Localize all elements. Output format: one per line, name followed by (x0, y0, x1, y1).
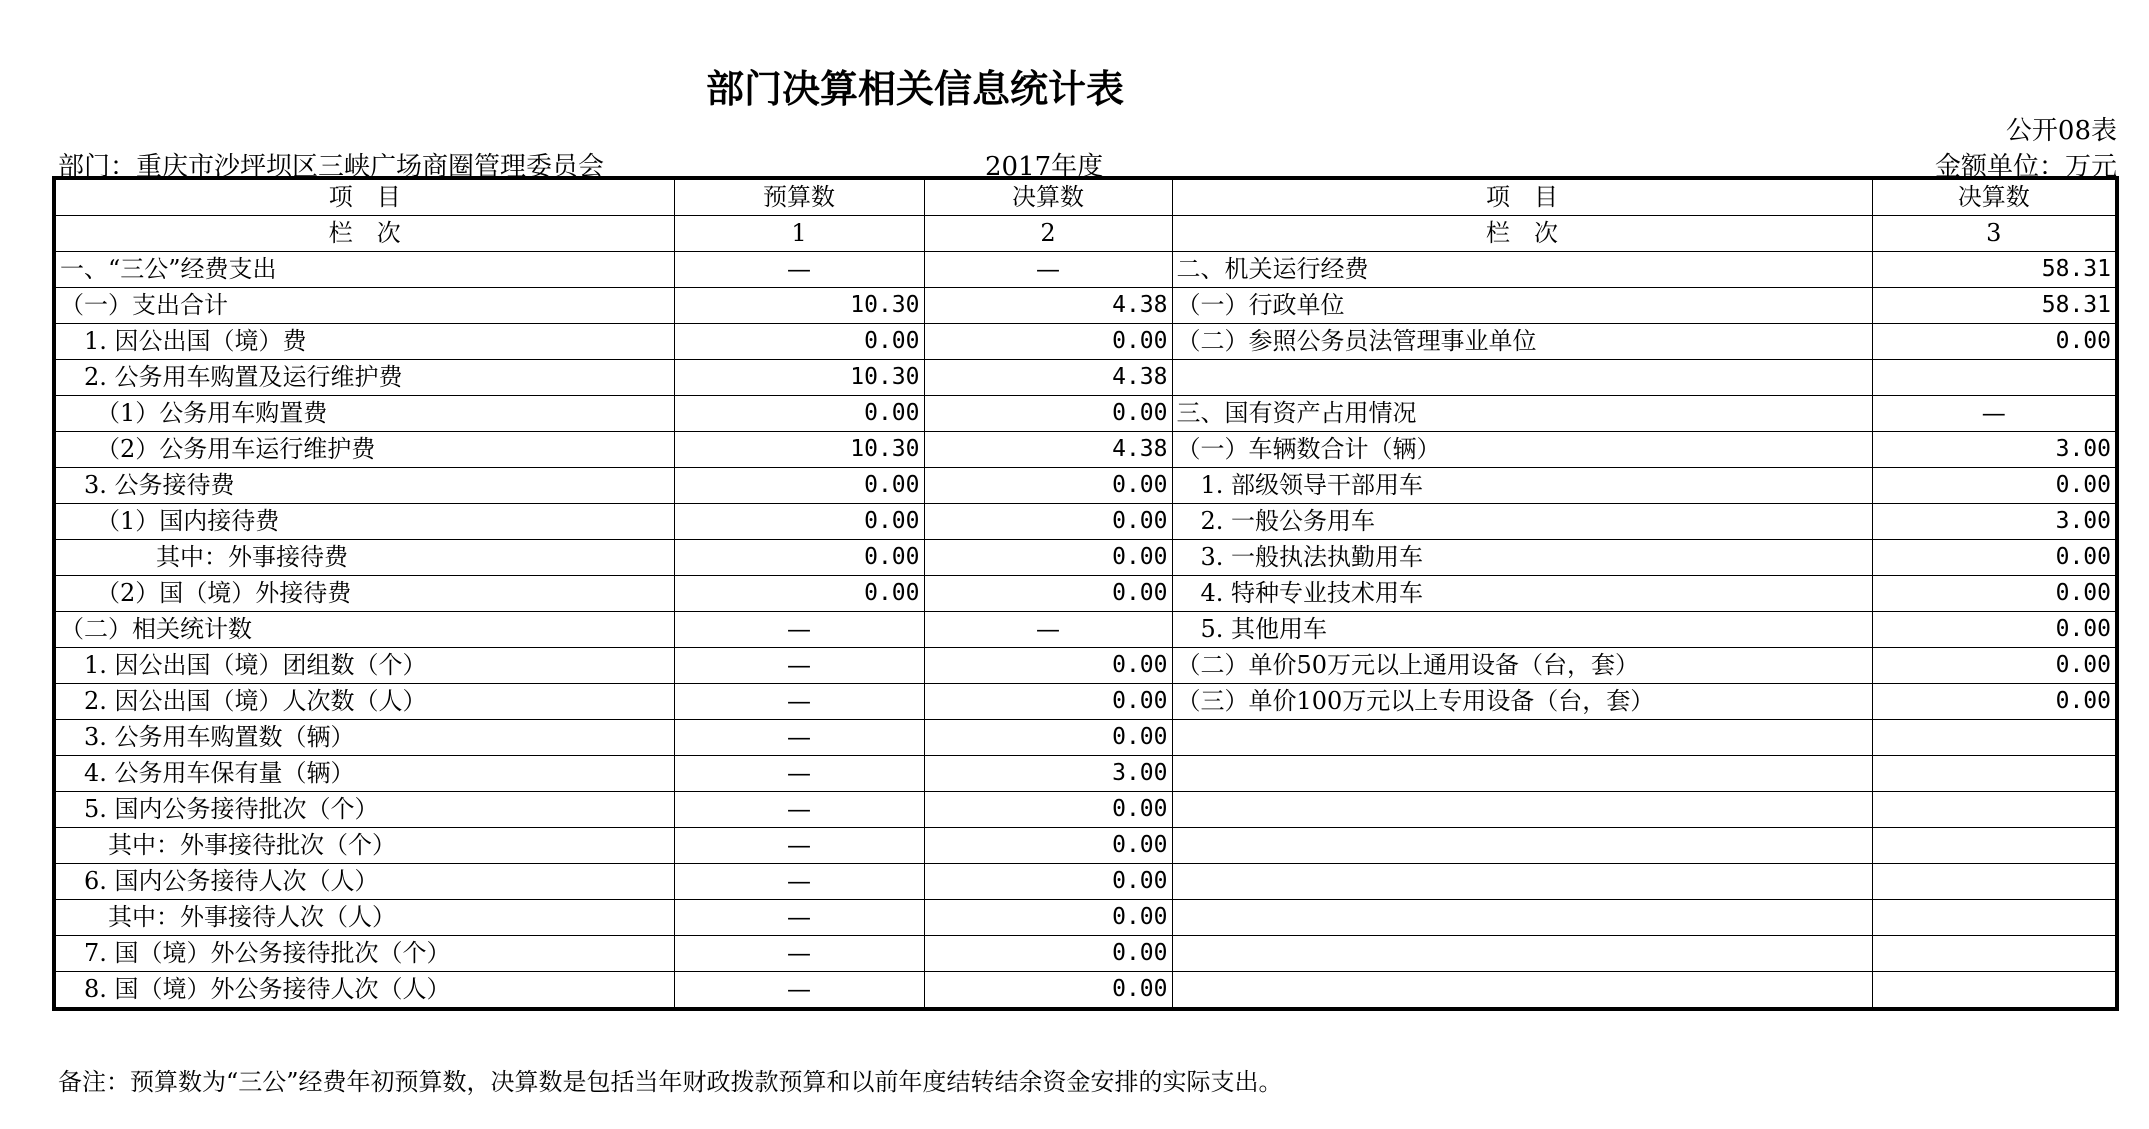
row-budget: — (674, 252, 924, 288)
row-final: 0.00 (924, 864, 1172, 900)
row-final: — (924, 252, 1172, 288)
row-final-right: 0.00 (1872, 648, 2117, 684)
table-row (54, 288, 2117, 324)
row-item: 6. 国内公务接待人次（人） (54, 864, 674, 900)
table-row (54, 324, 2117, 360)
row-item: （2）公务用车运行维护费 (54, 432, 674, 468)
table-row (54, 828, 2117, 864)
row-item-right: （一）车辆数合计（辆） (1172, 432, 1872, 468)
row-item-right: 三、国有资产占用情况 (1172, 396, 1872, 432)
row-final: 4.38 (924, 360, 1172, 396)
row-budget: — (674, 936, 924, 972)
table-row (54, 360, 2117, 396)
row-final: 0.00 (924, 396, 1172, 432)
table-row (54, 612, 2117, 648)
row-budget: 10.30 (674, 432, 924, 468)
row-final-right (1872, 900, 2117, 936)
col-index-label-right: 栏 次 (1172, 216, 1872, 252)
row-budget: — (674, 684, 924, 720)
row-final: 0.00 (924, 504, 1172, 540)
row-budget: — (674, 720, 924, 756)
row-item: 3. 公务用车购置数（辆） (54, 720, 674, 756)
row-item: 3. 公务接待费 (54, 468, 674, 504)
table-row (54, 684, 2117, 720)
row-final-right (1872, 720, 2117, 756)
row-final: 4.38 (924, 432, 1172, 468)
row-final-right (1872, 828, 2117, 864)
row-final: 4.38 (924, 288, 1172, 324)
row-final: 0.00 (924, 828, 1172, 864)
row-final: — (924, 612, 1172, 648)
row-item-right (1172, 936, 1872, 972)
row-final: 0.00 (924, 792, 1172, 828)
row-item: 4. 公务用车保有量（辆） (54, 756, 674, 792)
row-item-right: 2. 一般公务用车 (1172, 504, 1872, 540)
row-budget: — (674, 828, 924, 864)
table-row (54, 720, 2117, 756)
row-budget: — (674, 900, 924, 936)
row-item: 7. 国（境）外公务接待批次（个） (54, 936, 674, 972)
row-budget: — (674, 612, 924, 648)
row-final-right: 58.31 (1872, 288, 2117, 324)
table-row (54, 252, 2117, 288)
row-item-right (1172, 360, 1872, 396)
row-final: 0.00 (924, 576, 1172, 612)
row-item-right (1172, 864, 1872, 900)
table-row (54, 504, 2117, 540)
row-budget: 0.00 (674, 504, 924, 540)
table-row (54, 432, 2117, 468)
table-row (54, 396, 2117, 432)
row-final-right: 0.00 (1872, 612, 2117, 648)
row-budget: 0.00 (674, 540, 924, 576)
row-final-right (1872, 936, 2117, 972)
row-final: 0.00 (924, 468, 1172, 504)
table-row (54, 936, 2117, 972)
row-final-right: 3.00 (1872, 432, 2117, 468)
row-item-right: 3. 一般执法执勤用车 (1172, 540, 1872, 576)
row-item-right (1172, 900, 1872, 936)
row-budget: 0.00 (674, 576, 924, 612)
row-item: 一、“三公”经费支出 (54, 252, 674, 288)
row-budget: — (674, 972, 924, 1010)
header-item-right: 项 目 (1172, 178, 1872, 216)
row-final-right: 58.31 (1872, 252, 2117, 288)
row-item-right: （一）行政单位 (1172, 288, 1872, 324)
row-item-right: （二）单价50万元以上通用设备（台，套） (1172, 648, 1872, 684)
row-final-right: 3.00 (1872, 504, 2117, 540)
row-item-right: （二）参照公务员法管理事业单位 (1172, 324, 1872, 360)
fiscal-year: 2017年度 (985, 152, 1104, 182)
row-item-right: 1. 部级领导干部用车 (1172, 468, 1872, 504)
row-item: 其中：外事接待批次（个） (54, 828, 674, 864)
row-budget: 0.00 (674, 396, 924, 432)
row-final: 0.00 (924, 936, 1172, 972)
header-final: 决算数 (924, 178, 1172, 216)
form-number: 公开08表 (2005, 116, 2117, 146)
row-item-right: （三）单价100万元以上专用设备（台，套） (1172, 684, 1872, 720)
row-item-right (1172, 756, 1872, 792)
department-label: 部门：重庆市沙坪坝区三峡广场商圈管理委员会 (58, 152, 605, 182)
row-final-right: 0.00 (1872, 540, 2117, 576)
col-index-label: 栏 次 (54, 216, 674, 252)
row-item: （1）公务用车购置费 (54, 396, 674, 432)
row-item-right: 二、机关运行经费 (1172, 252, 1872, 288)
table-row (54, 468, 2117, 504)
row-final: 0.00 (924, 720, 1172, 756)
row-item: 其中：外事接待费 (54, 540, 674, 576)
table-header-row (54, 178, 2117, 216)
row-item: 1. 因公出国（境）团组数（个） (54, 648, 674, 684)
row-budget: — (674, 792, 924, 828)
row-final-right: 0.00 (1872, 324, 2117, 360)
col-index-2: 2 (924, 216, 1172, 252)
row-item: 2. 因公出国（境）人次数（人） (54, 684, 674, 720)
col-index-3: 3 (1872, 216, 2117, 252)
header-item: 项 目 (54, 178, 674, 216)
row-item: （二）相关统计数 (54, 612, 674, 648)
row-budget: 10.30 (674, 360, 924, 396)
row-final: 0.00 (924, 324, 1172, 360)
row-item-right: 5. 其他用车 (1172, 612, 1872, 648)
row-final: 0.00 (924, 648, 1172, 684)
statistics-table (52, 176, 2119, 1011)
row-budget: 0.00 (674, 468, 924, 504)
row-final-right (1872, 756, 2117, 792)
statistics-table-body (54, 178, 2117, 1009)
row-final: 3.00 (924, 756, 1172, 792)
row-item: （1）国内接待费 (54, 504, 674, 540)
row-item: 8. 国（境）外公务接待人次（人） (54, 972, 674, 1010)
header-final-right: 决算数 (1872, 178, 2117, 216)
row-item-right (1172, 828, 1872, 864)
row-final-right: — (1872, 396, 2117, 432)
row-item: 其中：外事接待人次（人） (54, 900, 674, 936)
row-final-right: 0.00 (1872, 468, 2117, 504)
row-budget: — (674, 648, 924, 684)
row-item: 1. 因公出国（境）费 (54, 324, 674, 360)
row-item: （2）国（境）外接待费 (54, 576, 674, 612)
row-final: 0.00 (924, 684, 1172, 720)
row-final-right: 0.00 (1872, 684, 2117, 720)
row-final: 0.00 (924, 972, 1172, 1010)
row-item-right (1172, 972, 1872, 1010)
row-final-right (1872, 360, 2117, 396)
table-row (54, 972, 2117, 1010)
row-final-right: 0.00 (1872, 576, 2117, 612)
row-final-right (1872, 972, 2117, 1010)
table-row (54, 756, 2117, 792)
table-row (54, 792, 2117, 828)
table-row (54, 576, 2117, 612)
row-final: 0.00 (924, 900, 1172, 936)
table-row (54, 900, 2117, 936)
row-item: （一）支出合计 (54, 288, 674, 324)
table-row (54, 540, 2117, 576)
row-item-right: 4. 特种专业技术用车 (1172, 576, 1872, 612)
row-final-right (1872, 864, 2117, 900)
row-item: 2. 公务用车购置及运行维护费 (54, 360, 674, 396)
page-title: 部门决算相关信息统计表 (705, 67, 1124, 111)
col-index-1: 1 (674, 216, 924, 252)
row-budget: — (674, 864, 924, 900)
table-row (54, 864, 2117, 900)
row-item: 5. 国内公务接待批次（个） (54, 792, 674, 828)
amount-unit: 金额单位：万元 (1934, 152, 2117, 182)
row-item-right (1172, 792, 1872, 828)
row-final: 0.00 (924, 540, 1172, 576)
column-index-row (54, 216, 2117, 252)
row-budget: 0.00 (674, 324, 924, 360)
row-budget: — (674, 756, 924, 792)
row-final-right (1872, 792, 2117, 828)
row-budget: 10.30 (674, 288, 924, 324)
header-budget: 预算数 (674, 178, 924, 216)
footnote: 备注：预算数为“三公”经费年初预算数，决算数是包括当年财政拨款预算和以前年度结转结余资金安排的实际支出。 (58, 1068, 1283, 1096)
table-row (54, 648, 2117, 684)
row-item-right (1172, 720, 1872, 756)
